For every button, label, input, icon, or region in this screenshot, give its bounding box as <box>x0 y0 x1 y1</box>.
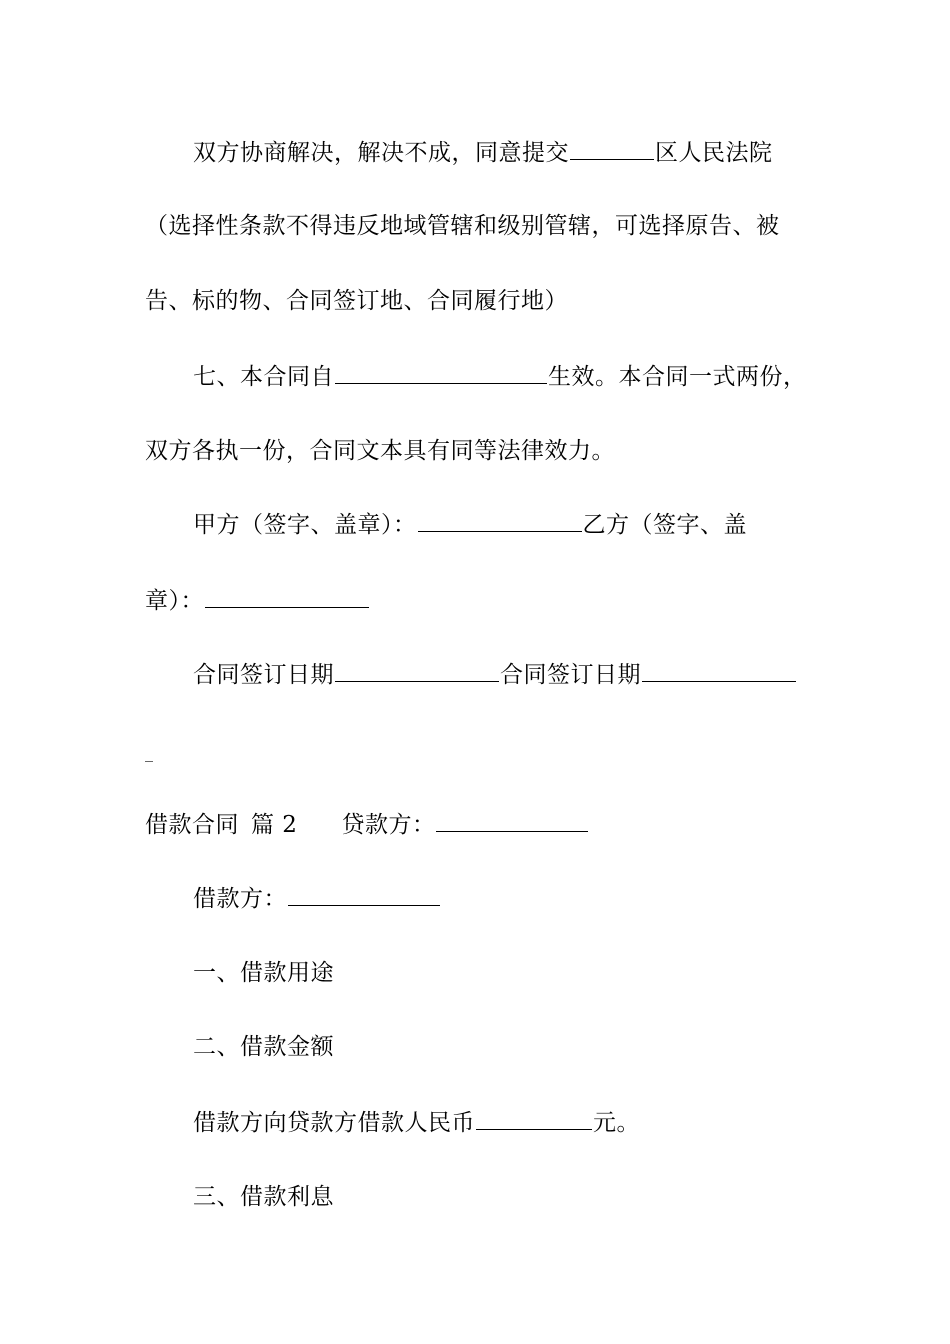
party-b-label-part2: 章）： <box>145 588 204 614</box>
amount-line <box>193 1108 815 1138</box>
clause6-line3: 告、标的物、合同签订地、合同履行地） <box>145 288 568 314</box>
borrower-label: 借款方： <box>193 886 287 912</box>
clause7-line2: 双方各执一份，合同文本具有同等法律效力。 <box>145 438 615 464</box>
signature-line2 <box>145 586 815 616</box>
signature-line1 <box>193 510 815 540</box>
party-b-blank <box>205 587 369 608</box>
date-line <box>193 660 815 690</box>
party-b-label-part1: 乙方（签字、盖 <box>582 512 747 538</box>
party-a-blank <box>418 511 582 532</box>
court-blank <box>570 139 654 160</box>
date-b-blank <box>642 661 796 682</box>
clause6-text1: 双方协商解决，解决不成，同意提交 <box>193 140 569 166</box>
date-b-label: 合同签订日期 <box>500 662 641 688</box>
trailing-underscore: _ <box>145 743 154 762</box>
contract2-title: 借款合同 <box>145 812 239 838</box>
amount-text2: 元。 <box>593 1110 640 1136</box>
clause7-line1 <box>193 362 815 392</box>
clause7-text1: 七、本合同自 <box>193 364 334 390</box>
contract2-header <box>145 810 815 840</box>
borrower-blank <box>288 885 440 906</box>
party-a-label: 甲方（签字、盖章）： <box>193 512 417 538</box>
section3-heading: 三、借款利息 <box>193 1184 334 1210</box>
amount-text1: 借款方向贷款方借款人民币 <box>193 1110 475 1136</box>
date-a-blank <box>335 661 499 682</box>
effective-date-blank <box>335 363 547 384</box>
date-a-label: 合同签订日期 <box>193 662 334 688</box>
lender-blank <box>436 811 588 832</box>
contract2-part: 篇 2 <box>251 812 298 838</box>
clause6-line2: （选择性条款不得违反地域管辖和级别管辖，可选择原告、被 <box>145 213 780 239</box>
amount-blank <box>476 1109 592 1130</box>
section1-heading: 一、借款用途 <box>193 960 334 986</box>
clause6-text2: 区人民法院 <box>655 140 773 166</box>
clause7-text2: 生效。本合同一式两份， <box>548 364 807 390</box>
clause6-line1 <box>193 138 815 168</box>
lender-label: 贷款方： <box>341 812 436 838</box>
section2-heading: 二、借款金额 <box>193 1034 334 1060</box>
borrower-line <box>193 884 815 914</box>
